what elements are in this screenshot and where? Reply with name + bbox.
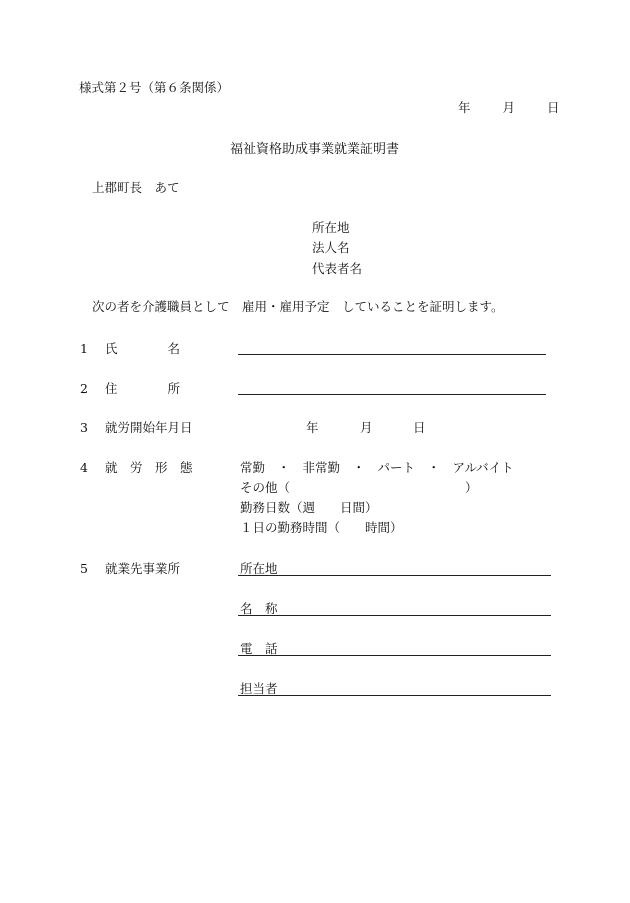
employer-representative-label: 代表者名	[312, 261, 363, 276]
start-date-month-label: 月	[360, 420, 373, 435]
addressee: 上郡町長 あて	[92, 180, 180, 195]
workplace-location-line[interactable]	[238, 575, 551, 576]
start-date-day-label: 日	[413, 420, 426, 435]
workplace-name-label: 名 称	[240, 601, 278, 616]
issue-date-year-label: 年	[458, 100, 471, 115]
start-date-year-label: 年	[306, 420, 319, 435]
document-title: 福祉資格助成事業就業証明書	[230, 142, 400, 157]
daily-work-hours[interactable]: １日の勤務時間（ 時間）	[240, 520, 403, 535]
item-number-4: 4	[80, 460, 88, 475]
address-label: 住 所	[105, 381, 181, 396]
start-date-label: 就労開始年月日	[105, 420, 193, 435]
name-input-line[interactable]	[238, 354, 546, 355]
workplace-location-label: 所在地	[240, 561, 278, 576]
address-input-line[interactable]	[238, 394, 546, 395]
form-number: 様式第２号（第６条関係）	[79, 80, 230, 95]
issue-date	[458, 100, 560, 116]
employment-type-options[interactable]: 常勤 ・ 非常勤 ・ パート ・ アルバイト	[240, 460, 514, 475]
name-label: 氏 名	[105, 341, 181, 356]
employer-location-label: 所在地	[312, 220, 350, 235]
workplace-name-line[interactable]	[238, 615, 551, 616]
employment-type-label: 就 労 形 態	[105, 460, 193, 475]
issue-date-day-label: 日	[547, 100, 560, 115]
workplace-phone-line[interactable]	[238, 655, 551, 656]
workplace-phone-label: 電 話	[240, 641, 278, 656]
item-number-3: 3	[80, 420, 88, 435]
workplace-label: 就業先事業所	[105, 561, 181, 576]
workplace-contact-label: 担当者	[240, 681, 278, 696]
item-number-1: 1	[80, 341, 88, 356]
issue-date-month-label: 月	[502, 100, 516, 115]
employer-corporation-label: 法人名	[312, 240, 350, 255]
item-number-2: 2	[80, 381, 88, 396]
item-number-5: 5	[80, 561, 88, 576]
work-days-per-week[interactable]: 勤務日数（週 日間）	[240, 500, 378, 515]
employment-type-other[interactable]: その他（ ）	[240, 480, 478, 495]
certification-statement: 次の者を介護職員として 雇用・雇用予定 していることを証明します。	[92, 299, 504, 314]
workplace-contact-line[interactable]	[238, 695, 551, 696]
